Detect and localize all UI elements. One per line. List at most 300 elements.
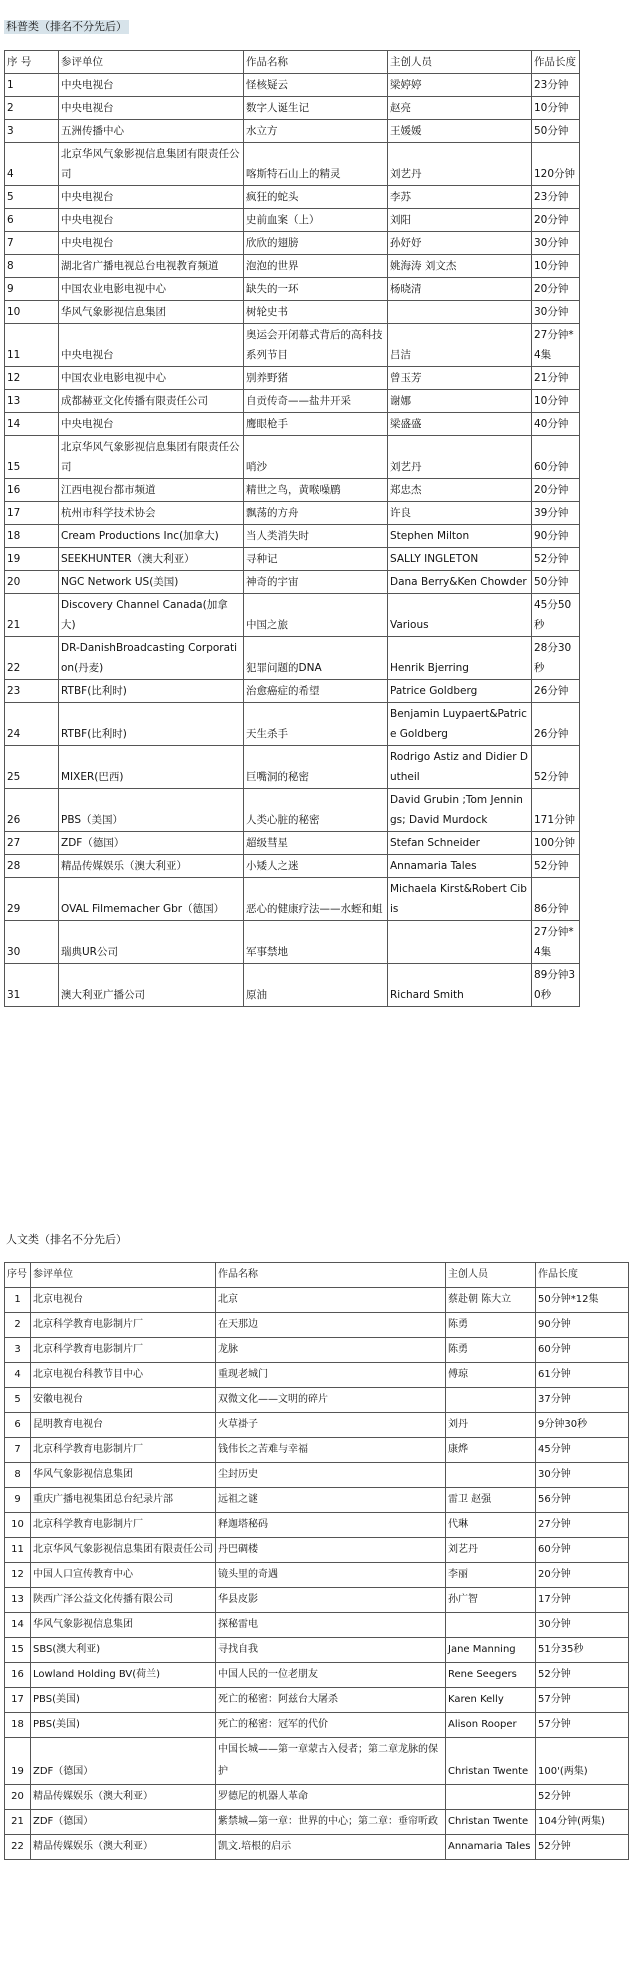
cell-length: 56分钟 [536,1488,629,1513]
table-row [5,680,580,703]
humanities-table [4,1262,629,1860]
cell-length: 89分钟30秒 [532,964,580,1007]
cell-no: 11 [5,324,59,367]
table-row [5,1613,629,1638]
science-table-body [5,74,580,1007]
cell-length: 20分钟 [532,479,580,502]
cell-unit: NGC Network US(美国) [59,571,244,594]
cell-unit: 北京科学教育电影制片厂 [31,1513,216,1538]
cell-creator: Jane Manning [446,1638,536,1663]
cell-work: 恶心的健康疗法——水蛭和蛆 [244,878,388,921]
cell-creator: SALLY INGLETON [388,548,532,571]
cell-length: 17分钟 [536,1588,629,1613]
table-row [5,1538,629,1563]
table-row [5,186,580,209]
cell-no: 15 [5,436,59,479]
cell-length: 27分钟*4集 [532,921,580,964]
cell-creator: 刘丹 [446,1413,536,1438]
cell-work: 紫禁城—第一章：世界的中心；第二章：垂帘听政 [216,1810,446,1835]
cell-no: 19 [5,548,59,571]
cell-unit: 华风气象影视信息集团 [31,1463,216,1488]
cell-unit: Cream Productions Inc(加拿大) [59,525,244,548]
cell-work: 哨沙 [244,436,388,479]
cell-no: 5 [5,186,59,209]
table-row [5,502,580,525]
cell-work: 镜头里的奇遇 [216,1563,446,1588]
cell-creator: 李苏 [388,186,532,209]
cell-no: 18 [5,1713,31,1738]
table-row [5,301,580,324]
cell-length: 20分钟 [536,1563,629,1588]
cell-creator [446,1463,536,1488]
table-row [5,1663,629,1688]
table-row [5,594,580,637]
cell-work: 精世之鸟，黄喉噪鹛 [244,479,388,502]
table-row [5,1288,629,1313]
cell-creator: Christan Twente [446,1738,536,1785]
table-row [5,746,580,789]
cell-work: 自贡传奇——盐井开采 [244,390,388,413]
cell-no: 14 [5,413,59,436]
cell-no: 16 [5,1663,31,1688]
cell-unit: 中央电视台 [59,413,244,436]
cell-unit: PBS(美国) [31,1713,216,1738]
header-creator: 主创人员 [388,51,532,74]
table-row [5,232,580,255]
cell-length: 100'(两集) [536,1738,629,1785]
cell-creator: Stefan Schneider [388,832,532,855]
cell-length: 30分钟 [532,301,580,324]
cell-creator: 谢娜 [388,390,532,413]
cell-length: 60分钟 [532,436,580,479]
cell-unit: Discovery Channel Canada(加拿大) [59,594,244,637]
cell-creator: Dana Berry&Ken Chowder [388,571,532,594]
cell-work: 欣欣的翅膀 [244,232,388,255]
cell-length: 171分钟 [532,789,580,832]
cell-work: 泡泡的世界 [244,255,388,278]
cell-unit: SEEKHUNTER（澳大利亚） [59,548,244,571]
cell-length: 20分钟 [532,209,580,232]
cell-no: 6 [5,209,59,232]
table-row [5,97,580,120]
cell-creator: 李丽 [446,1563,536,1588]
table-row [5,209,580,232]
cell-creator: 孙广智 [446,1588,536,1613]
science-section-title: 科普类（排名不分先后） [6,20,127,33]
cell-creator: 杨晓清 [388,278,532,301]
cell-work: 奥运会开闭幕式背后的高科技系列节目 [244,324,388,367]
cell-no: 21 [5,594,59,637]
cell-work: 怪核疑云 [244,74,388,97]
table-row [5,1688,629,1713]
header-length: 作品长度 [536,1263,629,1288]
cell-creator: 许良 [388,502,532,525]
cell-creator: David Grubin ;Tom Jennings; David Murdock [388,789,532,832]
cell-unit: RTBF(比利时) [59,680,244,703]
cell-length: 26分钟 [532,680,580,703]
cell-work: 超级彗星 [244,832,388,855]
cell-no: 6 [5,1413,31,1438]
cell-unit: 北京科学教育电影制片厂 [31,1313,216,1338]
cell-unit: ZDF（德国） [31,1810,216,1835]
cell-creator: 刘艺丹 [446,1538,536,1563]
cell-no: 24 [5,703,59,746]
cell-no: 1 [5,74,59,97]
cell-creator: 雷卫 赵强 [446,1488,536,1513]
cell-unit: 五洲传播中心 [59,120,244,143]
cell-length: 52分钟 [532,548,580,571]
cell-no: 11 [5,1538,31,1563]
cell-work: 当人类消失时 [244,525,388,548]
humanities-section-title: 人文类（排名不分先后） [6,1233,127,1246]
table-row [5,143,580,186]
cell-work: 中国长城——第一章蒙古入侵者；第二章龙脉的保护 [216,1738,446,1785]
cell-work: 远祖之谜 [216,1488,446,1513]
cell-creator: Annamaria Tales [446,1835,536,1860]
cell-unit: 华风气象影视信息集团 [59,301,244,324]
cell-work: 钱伟长之苦难与幸福 [216,1438,446,1463]
cell-unit: 湖北省广播电视总台电视教育频道 [59,255,244,278]
cell-creator: 郑忠杰 [388,479,532,502]
cell-no: 14 [5,1613,31,1638]
cell-no: 30 [5,921,59,964]
cell-no: 9 [5,1488,31,1513]
cell-length: 40分钟 [532,413,580,436]
cell-no: 7 [5,232,59,255]
cell-length: 100分钟 [532,832,580,855]
cell-creator: 刘艺丹 [388,436,532,479]
science-table [4,50,580,1007]
cell-length: 10分钟 [532,255,580,278]
cell-length: 51分35秒 [536,1638,629,1663]
header-no: 序号 [5,1263,31,1288]
cell-work: 凯文.培根的启示 [216,1835,446,1860]
cell-length: 21分钟 [532,367,580,390]
cell-unit: 中国农业电影电视中心 [59,278,244,301]
cell-length: 86分钟 [532,878,580,921]
cell-work: 疯狂的蛇头 [244,186,388,209]
cell-length: 60分钟 [536,1338,629,1363]
cell-work: 双微文化——文明的碎片 [216,1388,446,1413]
cell-work: 释迦塔秘码 [216,1513,446,1538]
cell-length: 57分钟 [536,1688,629,1713]
header-length: 作品长度 [532,51,580,74]
cell-no: 16 [5,479,59,502]
cell-creator: 代琳 [446,1513,536,1538]
cell-unit: 北京华风气象影视信息集团有限责任公司 [59,436,244,479]
table-row [5,1438,629,1463]
cell-length: 61分钟 [536,1363,629,1388]
cell-length: 20分钟 [532,278,580,301]
table-header-row [5,1263,629,1288]
cell-creator: Alison Rooper [446,1713,536,1738]
table-row [5,525,580,548]
table-row [5,964,580,1007]
cell-unit: 北京科学教育电影制片厂 [31,1338,216,1363]
cell-no: 28 [5,855,59,878]
cell-work: 死亡的秘密：阿兹台大屠杀 [216,1688,446,1713]
cell-unit: 瑞典UR公司 [59,921,244,964]
cell-unit: MIXER(巴西) [59,746,244,789]
cell-work: 治愈癌症的希望 [244,680,388,703]
table-row [5,637,580,680]
cell-length: 52分钟 [536,1785,629,1810]
cell-work: 火草褂子 [216,1413,446,1438]
cell-length: 30分钟 [536,1613,629,1638]
cell-unit: 成都赫亚文化传播有限责任公司 [59,390,244,413]
table-row [5,1810,629,1835]
cell-no: 8 [5,255,59,278]
cell-unit: 北京科学教育电影制片厂 [31,1438,216,1463]
cell-unit: 澳大利亚广播公司 [59,964,244,1007]
cell-work: 人类心脏的秘密 [244,789,388,832]
table-row [5,1713,629,1738]
cell-unit: 中央电视台 [59,186,244,209]
cell-no: 31 [5,964,59,1007]
cell-length: 90分钟 [536,1313,629,1338]
cell-unit: 杭州市科学技术协会 [59,502,244,525]
cell-no: 10 [5,1513,31,1538]
cell-creator: 王媛媛 [388,120,532,143]
table-row [5,278,580,301]
cell-no: 12 [5,367,59,390]
cell-length: 52分钟 [532,855,580,878]
cell-unit: 昆明教育电视台 [31,1413,216,1438]
cell-unit: 重庆广播电视集团总台纪录片部 [31,1488,216,1513]
cell-unit: 中央电视台 [59,324,244,367]
table-row [5,789,580,832]
cell-length: 10分钟 [532,390,580,413]
cell-creator: 康烨 [446,1438,536,1463]
cell-work: 龙脉 [216,1338,446,1363]
table-row [5,855,580,878]
cell-length: 60分钟 [536,1538,629,1563]
cell-work: 别养野猪 [244,367,388,390]
cell-length: 45分50秒 [532,594,580,637]
table-row [5,1463,629,1488]
cell-unit: 中央电视台 [59,209,244,232]
table-row [5,1488,629,1513]
table-row [5,1513,629,1538]
cell-length: 37分钟 [536,1388,629,1413]
cell-work: 探秘雷电 [216,1613,446,1638]
cell-no: 18 [5,525,59,548]
cell-length: 28分30秒 [532,637,580,680]
humanities-table-body [5,1288,629,1860]
cell-no: 9 [5,278,59,301]
cell-work: 军事禁地 [244,921,388,964]
cell-unit: OVAL Filmemacher Gbr（德国） [59,878,244,921]
cell-no: 3 [5,120,59,143]
cell-work: 鹰眼枪手 [244,413,388,436]
cell-no: 26 [5,789,59,832]
cell-creator: 刘阳 [388,209,532,232]
table-row [5,1588,629,1613]
cell-unit: 北京电视台科教节目中心 [31,1363,216,1388]
table-row [5,120,580,143]
cell-no: 17 [5,1688,31,1713]
table-row [5,1738,629,1785]
cell-creator: Richard Smith [388,964,532,1007]
table-row [5,832,580,855]
cell-creator: Rene Seegers [446,1663,536,1688]
cell-creator: 陈勇 [446,1313,536,1338]
cell-length: 52分钟 [536,1663,629,1688]
cell-no: 20 [5,571,59,594]
cell-length: 120分钟 [532,143,580,186]
cell-unit: 北京华风气象影视信息集团有限责任公司 [31,1538,216,1563]
cell-no: 22 [5,637,59,680]
cell-unit: 中国农业电影电视中心 [59,367,244,390]
cell-work: 小矮人之迷 [244,855,388,878]
cell-length: 52分钟 [536,1835,629,1860]
cell-unit: 中央电视台 [59,97,244,120]
cell-length: 52分钟 [532,746,580,789]
cell-creator [388,301,532,324]
cell-length: 50分钟 [532,571,580,594]
cell-no: 3 [5,1338,31,1363]
cell-work: 中国之旅 [244,594,388,637]
cell-no: 2 [5,1313,31,1338]
cell-unit: 江西电视台都市频道 [59,479,244,502]
cell-work: 犯罪问题的DNA [244,637,388,680]
cell-no: 8 [5,1463,31,1488]
cell-creator: Various [388,594,532,637]
cell-creator [446,1388,536,1413]
table-row [5,74,580,97]
cell-creator: 梁盛盛 [388,413,532,436]
cell-no: 21 [5,1810,31,1835]
cell-no: 15 [5,1638,31,1663]
cell-creator: 曾玉芳 [388,367,532,390]
cell-creator: Rodrigo Astiz and Didier Dutheil [388,746,532,789]
table-row [5,413,580,436]
table-row [5,1835,629,1860]
cell-no: 5 [5,1388,31,1413]
cell-work: 数字人诞生记 [244,97,388,120]
cell-creator: Henrik Bjerring [388,637,532,680]
cell-unit: PBS(美国) [31,1688,216,1713]
cell-length: 30分钟 [532,232,580,255]
cell-unit: Lowland Holding BV(荷兰) [31,1663,216,1688]
cell-no: 7 [5,1438,31,1463]
cell-unit: ZDF（德国） [59,832,244,855]
cell-no: 23 [5,680,59,703]
cell-creator: 蔡赴朝 陈大立 [446,1288,536,1313]
cell-no: 20 [5,1785,31,1810]
table-row [5,571,580,594]
cell-creator: 刘艺丹 [388,143,532,186]
cell-no: 25 [5,746,59,789]
cell-work: 树轮史书 [244,301,388,324]
cell-length: 50分钟*12集 [536,1288,629,1313]
cell-work: 水立方 [244,120,388,143]
header-creator: 主创人员 [446,1263,536,1288]
table-row [5,324,580,367]
cell-no: 17 [5,502,59,525]
cell-length: 90分钟 [532,525,580,548]
cell-work: 北京 [216,1288,446,1313]
cell-creator: Christan Twente [446,1810,536,1835]
cell-creator: Patrice Goldberg [388,680,532,703]
cell-unit: 精品传媒娱乐（澳大利亚） [31,1785,216,1810]
cell-work: 喀斯特石山上的精灵 [244,143,388,186]
cell-work: 死亡的秘密：冠军的代价 [216,1713,446,1738]
cell-length: 10分钟 [532,97,580,120]
cell-work: 罗德尼的机器人革命 [216,1785,446,1810]
cell-work: 飘荡的方舟 [244,502,388,525]
cell-length: 9分钟30秒 [536,1413,629,1438]
cell-creator: 吕洁 [388,324,532,367]
cell-work: 丹巴碉楼 [216,1538,446,1563]
table-row [5,548,580,571]
cell-creator: Benjamin Luypaert&Patrice Goldberg [388,703,532,746]
cell-work: 神奇的宇宙 [244,571,388,594]
table-row [5,703,580,746]
table-row [5,436,580,479]
cell-work: 寻种记 [244,548,388,571]
table-row [5,921,580,964]
cell-unit: PBS（美国） [59,789,244,832]
cell-creator: 傅琼 [446,1363,536,1388]
table-row [5,1563,629,1588]
cell-work: 中国人民的一位老朋友 [216,1663,446,1688]
cell-creator: Karen Kelly [446,1688,536,1713]
cell-no: 1 [5,1288,31,1313]
cell-unit: 中国人口宣传教育中心 [31,1563,216,1588]
cell-creator: 姚海涛 刘文杰 [388,255,532,278]
cell-unit: 精品传媒娱乐（澳大利亚） [59,855,244,878]
table-row [5,1638,629,1663]
cell-length: 104分钟(两集) [536,1810,629,1835]
cell-unit: 中央电视台 [59,232,244,255]
cell-work: 尘封历史 [216,1463,446,1488]
header-unit: 参评单位 [31,1263,216,1288]
cell-length: 30分钟 [536,1463,629,1488]
cell-no: 22 [5,1835,31,1860]
cell-creator [446,1785,536,1810]
cell-work: 在天那边 [216,1313,446,1338]
table-row [5,1785,629,1810]
cell-no: 10 [5,301,59,324]
table-row [5,878,580,921]
table-row [5,1313,629,1338]
cell-creator: 陈勇 [446,1338,536,1363]
table-row [5,479,580,502]
cell-no: 27 [5,832,59,855]
cell-creator: Stephen Milton [388,525,532,548]
cell-creator [446,1613,536,1638]
cell-unit: 北京华风气象影视信息集团有限责任公司 [59,143,244,186]
cell-work: 寻找自我 [216,1638,446,1663]
cell-creator [388,921,532,964]
cell-unit: SBS(澳大利亚) [31,1638,216,1663]
header-no: 序 号 [5,51,59,74]
table-row [5,1413,629,1438]
cell-creator: 孙妤妤 [388,232,532,255]
header-work: 作品名称 [244,51,388,74]
table-row [5,1363,629,1388]
table-row [5,367,580,390]
table-row [5,1388,629,1413]
cell-work: 巨嘴洞的秘密 [244,746,388,789]
cell-unit: 华风气象影视信息集团 [31,1613,216,1638]
cell-length: 45分钟 [536,1438,629,1463]
header-work: 作品名称 [216,1263,446,1288]
cell-work: 史前血案（上） [244,209,388,232]
cell-unit: RTBF(比利时) [59,703,244,746]
cell-length: 23分钟 [532,74,580,97]
